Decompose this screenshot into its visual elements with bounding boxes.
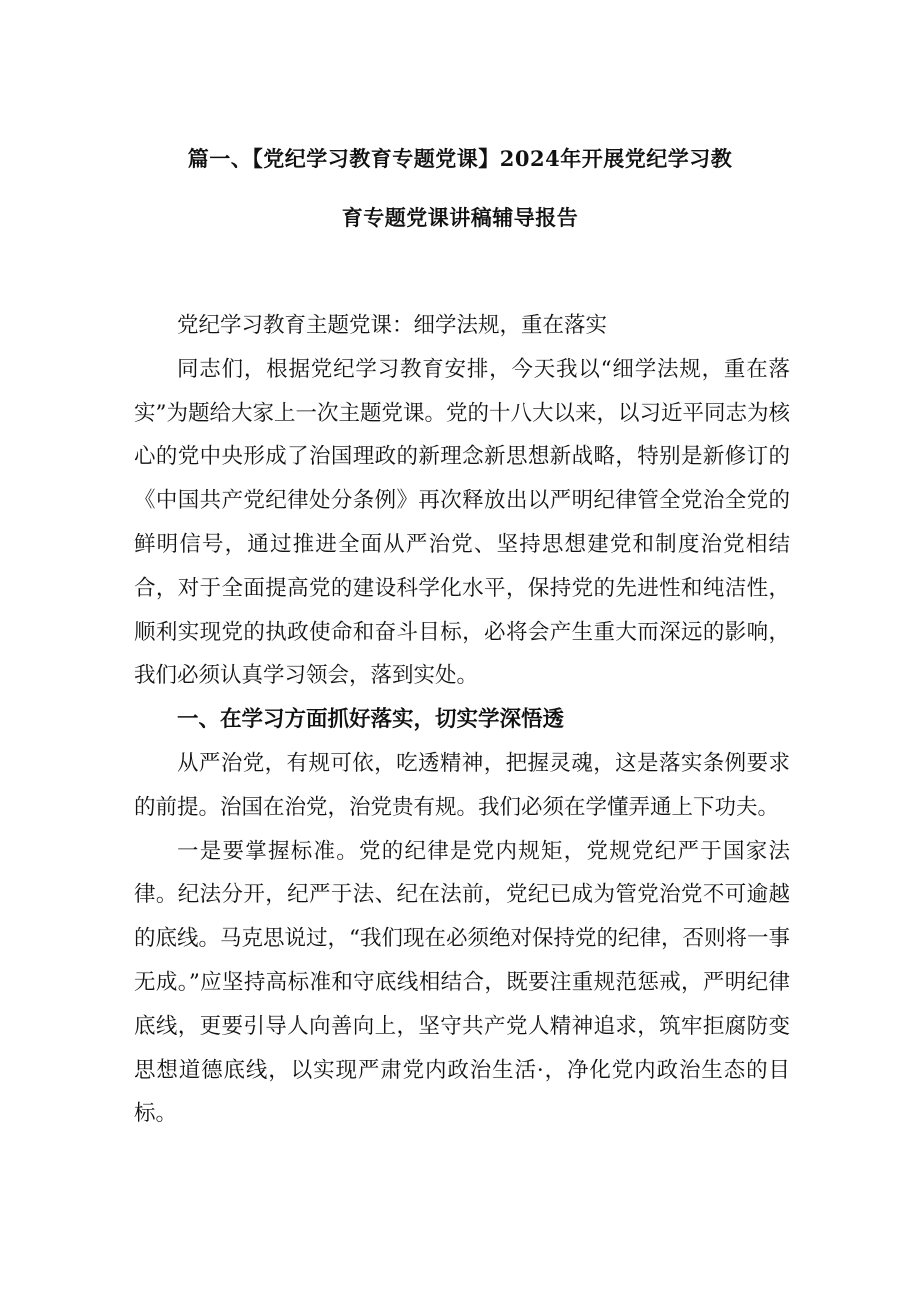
section-heading: 一、在学习方面抓好落实，切实学深悟透 bbox=[177, 707, 565, 733]
intro-paragraph: 同志们，根据党纪学习教育安排，今天我以“细学法规，重在落实”为题给大家上一次主题党课。党的十八大以来，以习近平同志为核心的党中央形成了治国理政的新理念新思想新战略，特别是新修订的《中国共产党纪律处分条例》再次释放出以严明纪律管全党治全党的鲜明信号，通过推进全面从严治党、坚持思想建党和制度治党相结合，对于全面提高党的建设科学化水平，保持党的先进性和纯洁性，顺利实现党的执政使命和奋斗目标，必将会产生重大而深远的影响，我们必须认真学习领会，落到实处。 bbox=[134, 356, 790, 689]
body-paragraph: 从严治党，有规可依，吃透精神，把握灵魂，这是落实条例要求的前提。治国在治党，治党贵有规。我们必须在学懂弄通上下功夫。 bbox=[134, 750, 790, 820]
subtitle-paragraph: 党纪学习教育主题党课：细学法规，重在落实 bbox=[177, 313, 608, 338]
document-title-line-2: 育专题党课讲稿辅导报告 bbox=[341, 205, 579, 230]
body-paragraph: 一是要掌握标准。党的纪律是党内规矩，党规党纪严于国家法律。纪法分开，纪严于法、纪在法前，党纪已成为管党治党不可逾越的底线。马克思说过，“我们现在必须绝对保持党的纪律，否则将一事无成。”应坚持高标准和守底线相结合，既要注重规范惩戒，严明纪律底线，更要引导人向善向上，坚守共产党人精神追求，筑牢拒腐防变思想道德底线，以实现严肃党内政治生活·，净化党内政治生态的目标。 bbox=[134, 838, 790, 1127]
document-title-line-1: 篇一、【党纪学习教育专题党课】2024年开展党纪学习教 bbox=[187, 146, 733, 171]
document-body bbox=[134, 304, 790, 1136]
